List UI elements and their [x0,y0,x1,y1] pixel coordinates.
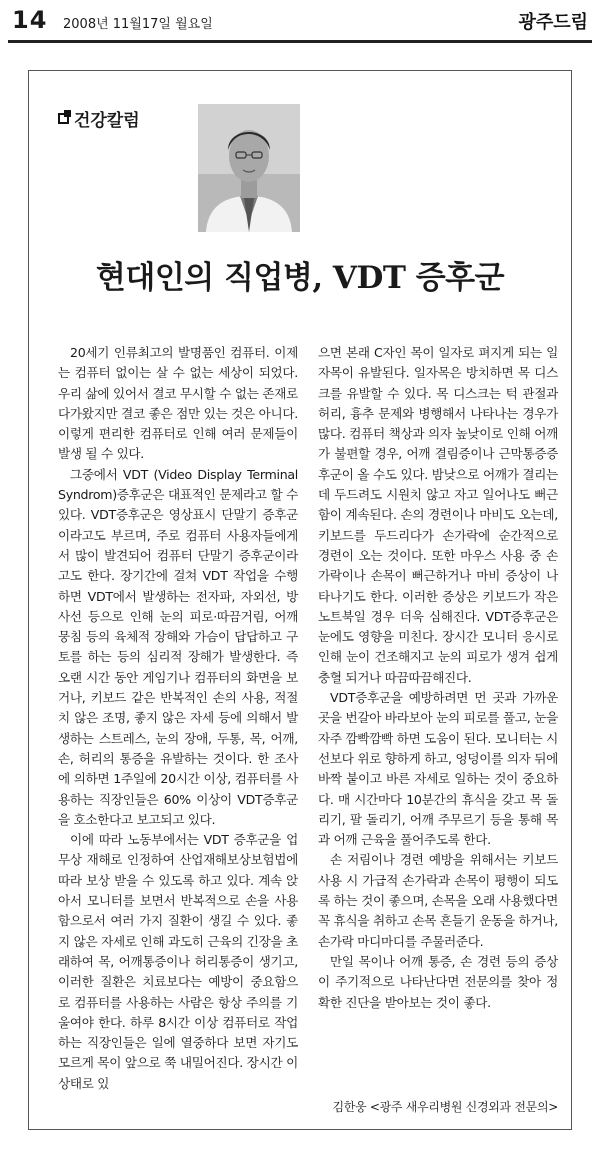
paragraph: 손 저림이나 경련 예방을 위해서는 키보드 사용 시 가급적 손가락과 손목이 평행이 되도록 하는 것이 좋으며, 손목을 오래 사용했다면 꼭 휴식을 취하고 손목 흔들기 운동을 하거나, 손가락 마디마디를 주물러준다. [318,852,558,949]
article-title: 현대인의 직업병, VDT 증후군 [95,260,505,296]
page-header [8,4,592,38]
author-byline: 김한웅 <광주 새우리병원 신경외과 전문의> [332,1100,558,1114]
paragraph: VDT증후군을 예방하려면 먼 곳과 가까운 곳을 번갈아 바라보아 눈의 피로를 풀고, 눈을 자주 깜빡깜빡 하면 도움이 된다. 모니터는 시선보다 위로 향하게 하고, 엉덩이를 의자 뒤에 바짝 붙이고 바른 자세로 일하는 것이 중요하다. 매 시간마다 10분간의 휴식을 갖고 목 돌리기, 팔 돌리기, 어깨 주무르기 등을 통해 목과 어깨 근육을 풀어주도록 한다. [318,690,558,848]
paragraph: 으면 본래 C자인 목이 일자로 펴지게 되는 일자목이 유발된다. 일자목은 방치하면 목 디스크를 유발할 수 있다. 목 디스크는 턱 관절과 허리, 흉추 문제와 병행해서 나타나는 경우가 많다. 컴퓨터 책상과 의자 높낮이로 인해 어깨가 불편할 경우, 어깨 결림증이나 근막통증증후군이 올 수도 있다. 밤낮으로 어깨가 결리는데 두드려도 시원치 않고 자고 일어나도 뻐근함이 계속된다. 손의 경련이나 마비도 오는데, 키보드를 두드리다가 손가락에 순간적으로 경련이 오는 것이다. 또한 마우스 사용 중 손가락이나 손목이 뻐근하거나 마비 증상이 나타나기도 한다. 이러한 증상은 키보드가 작은 노트북일 경우 더욱 심해진다. VDT증후군은 눈에도 영향을 미친다. 장시간 모니터 응시로 인해 눈이 건조해지고 눈의 피로가 생겨 쉽게 충혈 되거나 따끔따끔해진다. [318,345,558,685]
header-rule [8,40,592,43]
article-column-2 [318,343,558,1013]
newspaper-logo: 광주드림 [518,12,588,33]
paragraph: 이에 따라 노동부에서는 VDT 증후군을 업무상 재해로 인정하여 산업재해보상보험법에 따라 보상 받을 수 있도록 하고 있다. 계속 앉아서 모니터를 보면서 반복적으로 손을 사용함으로서 여러 가지 질환이 생길 수 있다. 좋지 않은 자세로 인해 과도히 근육의 긴장을 초래하여 목, 어깨통증이나 허리통증이 생기고, 이러한 질환은 치료보다는 예방이 중요함으로 컴퓨터를 사용하는 사람은 항상 주의를 기울여야 한다. 하루 8시간 이상 컴퓨터로 작업하는 직장인들은 일에 열중하다 보면 자기도 모르게 목이 앞으로 쭉 내밀어진다. 장시간 이 상태로 있 [58,832,298,1091]
paragraph: 만일 목이나 어깨 통증, 손 경련 등의 증상이 주기적으로 나타난다면 전문의를 찾아 정확한 진단을 받아보는 것이 좋다. [318,953,558,1010]
paragraph: 그중에서 VDT (Video Display Terminal Syndrom)증후군은 대표적인 문제라고 할 수 있다. VDT증후군은 영상표시 단말기 증후군이라고도 부르며, 주로 컴퓨터 사용자들에게서 많이 발견되어 컴퓨터 단말기 증후군이라고도 한다. 장기간에 걸쳐 VDT 작업을 수행하면 VDT에서 발생하는 전자파, 자외선, 방사선 등으로 인해 눈의 피로·따끔거림, 어깨 뭉침 등의 육체적 장해와 가슴이 답답하고 구토를 하는 등의 심리적 장해가 발생한다. 즉 오랜 시간 동안 게임기나 컴퓨터의 화면을 보거나, 키보드 같은 반복적인 손의 사용, 적절치 않은 조명, 좋지 않은 자세 등에 의해서 발생하는 스트레스, 눈의 장애, 두통, 목, 어깨, 손, 허리의 통증을 유발하는 것이다. 한 조사에 의하면 1주일에 20시간 이상, 컴퓨터를 사용하는 직장인들은 60% 이상이 VDT증후군을 호소한다고 보고되고 있다. [58,466,298,827]
article-column-1 [58,343,298,1094]
issue-date: 2008년 11월17일 월요일 [63,17,213,32]
rubric-square-icon [58,113,69,124]
author-photo [198,104,300,232]
rubric-label: 건강칼럼 [74,111,140,131]
column-rubric [58,106,140,131]
paragraph: 20세기 인류최고의 발명품인 컴퓨터. 이제는 컴퓨터 없이는 살 수 없는 세상이 되었다. 우리 삶에 있어서 결코 무시할 수 없는 존재로 다가왔지만 결코 좋은 점만 있는 것은 아니다. 이렇게 편리한 컴퓨터로 인해 여러 문제들이 발생 될 수 있다. [58,345,298,462]
page-number: 14 [12,6,48,34]
